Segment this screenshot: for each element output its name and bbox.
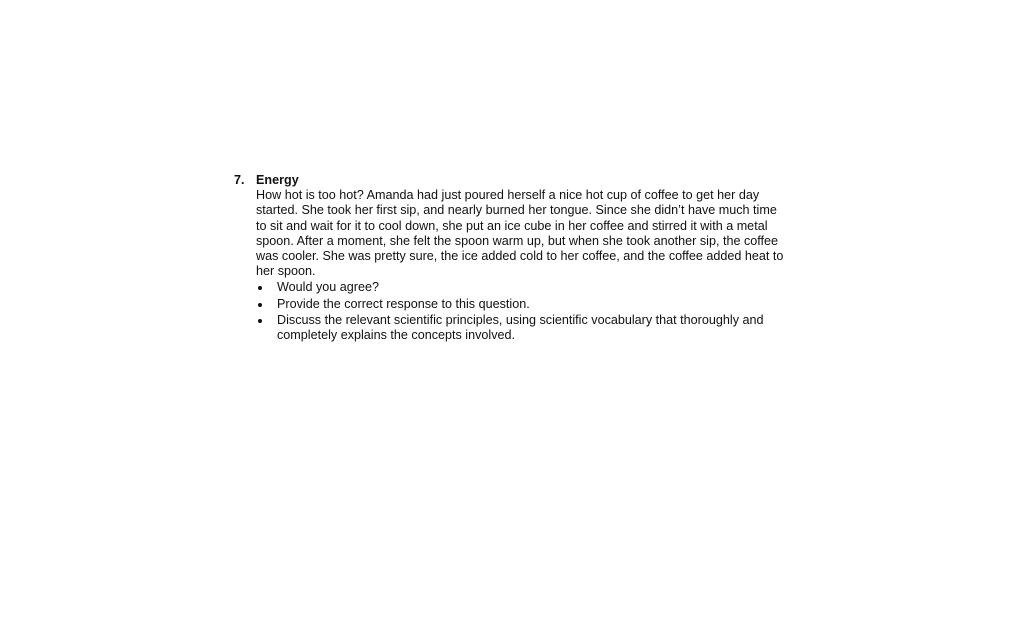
bullet-text: Discuss the relevant scientific principles, using scientific vocabulary that thoroughly and completely explains the concepts involved.	[277, 312, 764, 343]
bullet-item	[256, 297, 786, 312]
bullet-item	[256, 280, 786, 295]
question-block	[234, 173, 794, 343]
question-body	[256, 188, 786, 343]
bullet-dot-icon	[256, 313, 277, 328]
question-title: Energy	[256, 173, 299, 187]
bullet-dot-icon	[256, 297, 277, 312]
bullet-text: Provide the correct response to this question.	[277, 296, 530, 311]
question-bullet-list	[256, 280, 786, 343]
bullet-text: Would you agree?	[277, 280, 379, 295]
bullet-dot-icon	[256, 280, 277, 295]
question-number: 7.	[234, 173, 245, 187]
question-text: How hot is too hot? Amanda had just poured herself a nice hot cup of coffee to get her day started. She took her first sip, and nearly burned her tongue. Since she didn’t have much time to sit and wait for it to cool down, she put an ice cube in her coffee and stirred it with a metal spoon. After a moment, she felt the spoon warm up, but when she took another sip, the coffee was cooler. She was pretty sure, the ice added cold to her coffee, and the coffee added heat to her spoon.	[256, 188, 784, 279]
bullet-item	[256, 313, 786, 343]
question-header	[234, 173, 794, 188]
